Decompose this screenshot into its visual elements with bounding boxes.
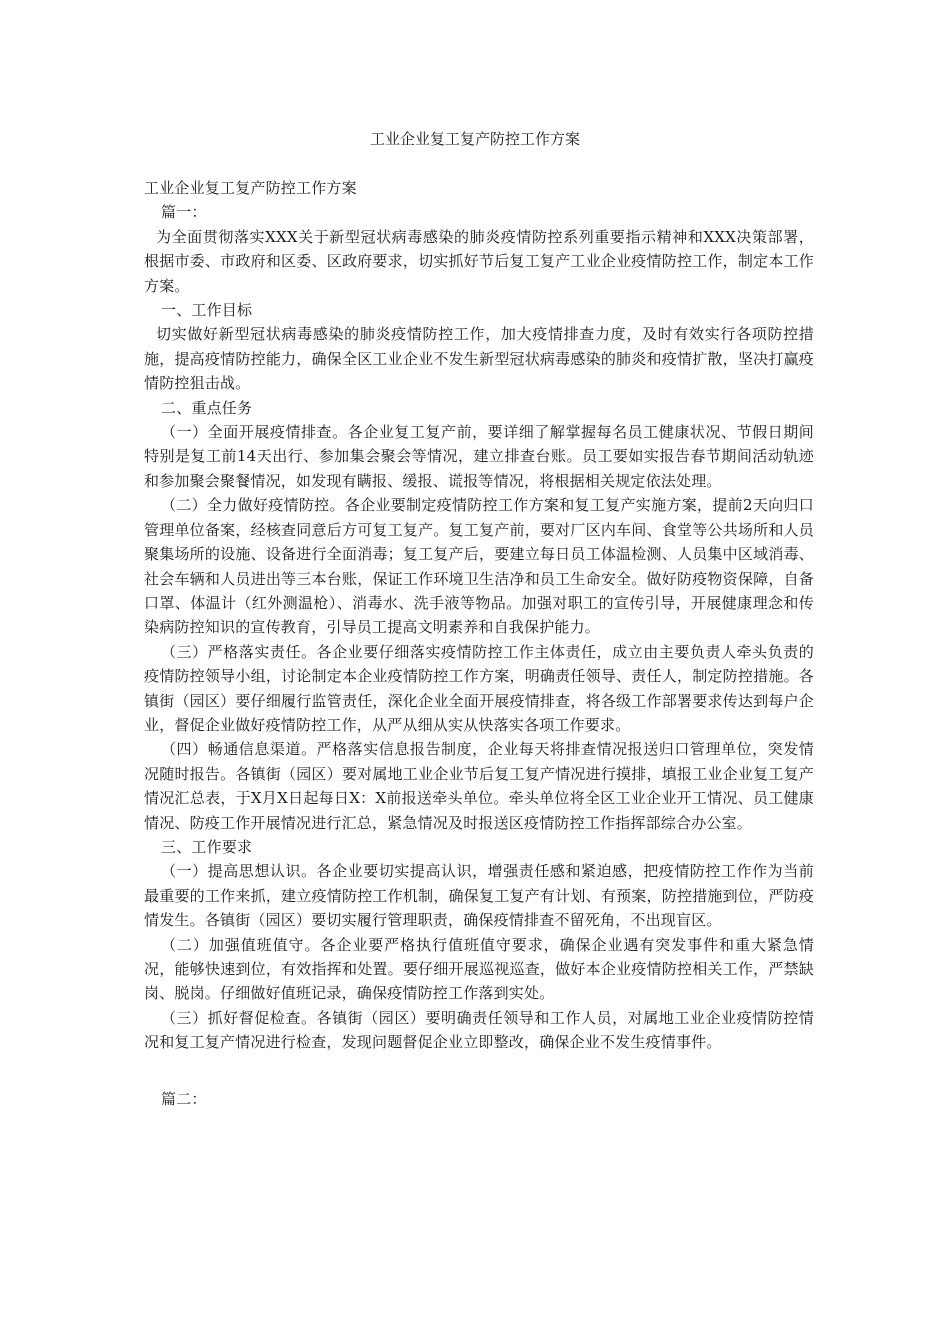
section-spacer [144,1055,814,1087]
requirement-paragraph-2: （二）加强值班值守。各企业要严格执行值班值守要求，确保企业遇有突发事件和重大紧急情况，能够快速到位，有效指挥和处置。要仔细开展巡视巡查，做好本企业疫情防控相关工作，严禁缺岗、脱岗。仔细做好值班记录，确保疫情防控工作落到实处。 [144,935,814,1003]
task-paragraph-4: （四）畅通信息渠道。严格落实信息报告制度，企业每天将排查情况报送归口管理单位，突发情况随时报告。各镇街（园区）要对属地工业企业节后复工复产情况进行摸排，填报工业企业复工复产情况汇总表，于X月X日起每日X：X前报送牵头单位。牵头单位将全区工业企业开工情况、员工健康情况、防疫工作开展情况进行汇总，紧急情况及时报送区疫情防控工作指挥部综合办公室。 [144,740,814,832]
requirement-paragraph-3: （三）抓好督促检查。各镇街（园区）要明确责任领导和工作人员，对属地工业企业疫情防控情况和复工复产情况进行检查，发现问题督促企业立即整改，确保企业不发生疫情事件。 [144,1008,814,1052]
task-paragraph-1: （一）全面开展疫情排查。各企业复工复产前，要详细了解掌握每名员工健康状况、节假日期间特别是复工前14天出行、参加集会聚会等情况，建立排查台账。员工要如实报告春节期间活动轨迹和参加聚会聚餐情况，如发现有瞒报、缓报、谎报等情况，将根据相关规定依法处理。 [144,423,814,490]
document-body [144,176,814,1111]
task-paragraph-3: （三）严格落实责任。各企业要仔细落实疫情防控工作主体责任，成立由主要负责人牵头负责的疫情防控领导小组，讨论制定本企业疫情防控工作方案，明确责任领导、责任人，制定防控措施。各镇街（园区）要仔细履行监管责任，深化企业全面开展疫情排查，将各级工作部署要求传达到每户企业，督促企业做好疫情防控工作，从严从细从实从快落实各项工作要求。 [144,642,814,734]
heading-work-requirements: 三、工作要求 [161,837,253,856]
heading-key-tasks: 二、重点任务 [161,398,253,417]
document-title: 工业企业复工复产防控工作方案 [369,130,580,148]
heading-work-goal: 一、工作目标 [161,301,253,320]
task-paragraph-2: （二）全力做好疫情防控。各企业要制定疫情防控工作方案和复工复产实施方案，提前2天向归口管理单位备案，经核查同意后方可复工复产。复工复产前，要对厂区内车间、食堂等公共场所和人员聚集场所的设施、设备进行全面消毒；复工复产后，要建立每日员工体温检测、人员集中区域消毒、社会车辆和人员进出等三本台账，保证工作环境卫生洁净和员工生命安全。做好防疫物资保障，自备口罩、体温计（红外测温枪）、消毒水、洗手液等物品。加强对职工的宣传引导，开展健康理念和传染病防控知识的宣传教育，引导员工提高文明素养和自我保护能力。 [144,496,814,637]
section-part-one: 篇一： [161,203,207,222]
section-part-two: 篇二： [161,1089,207,1108]
goal-paragraph: 切实做好新型冠状病毒感染的肺炎疫情防控工作，加大疫情排查力度，及时有效实行各项防控措施，提高疫情防控能力，确保全区工业企业不发生新型冠状病毒感染的肺炎和疫情扩散，坚决打赢疫情防控狙击战。 [144,325,814,393]
subtitle: 工业企业复工复产防控工作方案 [144,179,357,197]
requirement-paragraph-1: （一）提高思想认识。各企业要切实提高认识，增强责任感和紧迫感，把疫情防控工作作为当前最重要的工作来抓，建立疫情防控工作机制，确保复工复产有计划、有预案，防控措施到位，严防疫情发生。各镇街（园区）要切实履行管理职责，确保疫情排查不留死角，不出现盲区。 [144,862,814,930]
intro-paragraph: 为全面贯彻落实XXX关于新型冠状病毒感染的肺炎疫情防控系列重要指示精神和XXX决策部署，根据市委、市政府和区委、区政府要求，切实抓好节后复工复产工业企业疫情防控工作，制定本工作方案。 [144,227,814,295]
